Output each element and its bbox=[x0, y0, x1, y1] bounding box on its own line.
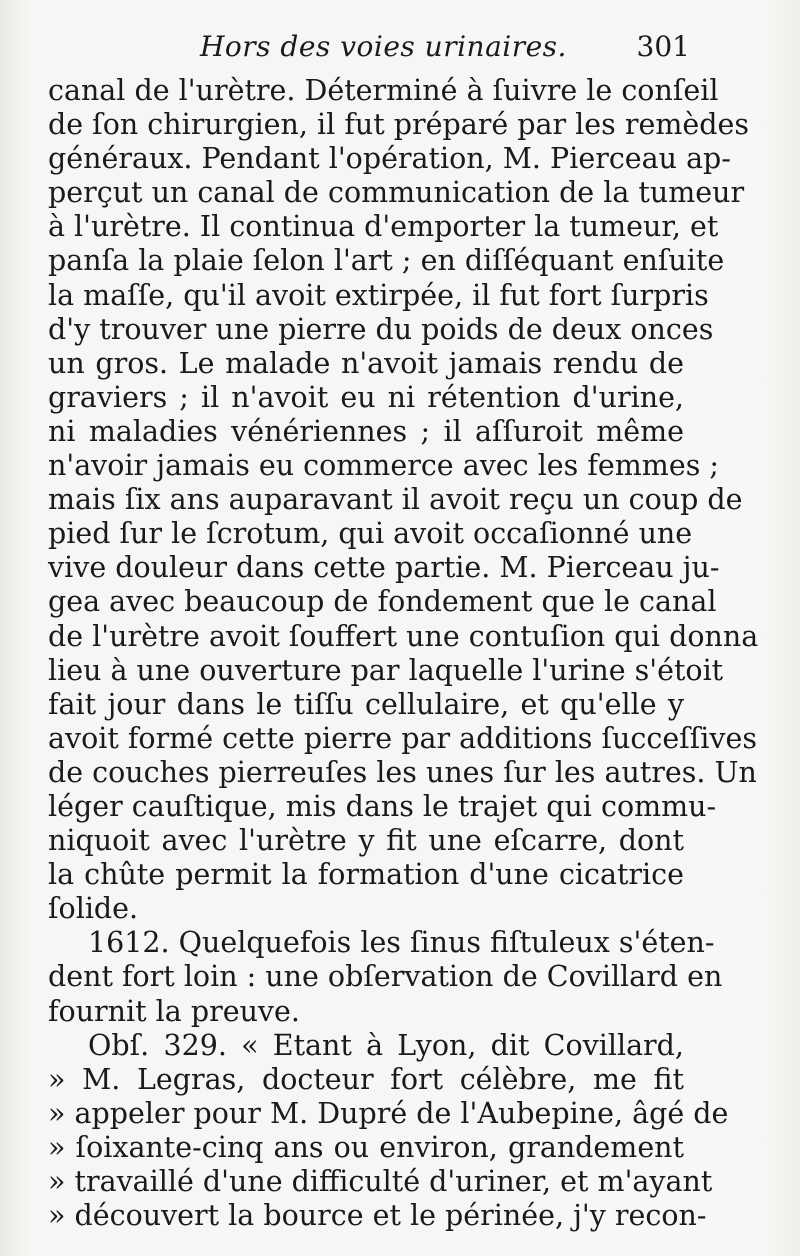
text-line: la maſſe, qu'il avoit extirpée, il fut fort ſurpris bbox=[48, 278, 709, 312]
text-line: ſolide. bbox=[48, 892, 139, 926]
text-line: généraux. Pendant l'opération, M. Pierceau ap- bbox=[48, 142, 731, 176]
text-line: mais ſix ans auparavant il avoit reçu un coup de bbox=[48, 483, 743, 517]
text-line: léger cauſtique, mis dans le trajet qui commu- bbox=[48, 789, 717, 823]
text-line: canal de l'urètre. Déterminé à ſuivre le conſeil bbox=[48, 74, 719, 107]
text-line: à l'urètre. Il continua d'emporter la tumeur, et bbox=[48, 210, 719, 244]
text-line: la chûte permit la formation d'une cicatrice bbox=[48, 858, 684, 892]
text-line: un gros. Le malade n'avoit jamais rendu de bbox=[48, 346, 684, 380]
text-line: dent fort loin : une obſervation de Covillard en bbox=[48, 960, 723, 994]
text-line: lieu à une ouverture par laquelle l'urine s'étoit bbox=[48, 653, 724, 687]
text-line: de ſon chirurgien, il fut préparé par les remèdes bbox=[48, 108, 749, 142]
text-line: niquoit avec l'urètre y fit une eſcarre, dont bbox=[48, 824, 684, 858]
text-line: n'avoir jamais eu commerce avec les femmes ; bbox=[48, 449, 719, 483]
text-line: pied ſur le ſcrotum, qui avoit occaſionné une bbox=[48, 517, 693, 551]
text-line: d'y trouver une pierre du poids de deux onces bbox=[48, 312, 714, 346]
text-line: » M. Legras, docteur fort célèbre, me fit bbox=[48, 1062, 684, 1096]
text-line: ni maladies vénériennes ; il aſſuroit même bbox=[48, 414, 684, 448]
body-text bbox=[48, 74, 759, 1233]
text-line: » travaillé d'une difficulté d'uriner, et m'ayant bbox=[48, 1165, 713, 1198]
text-line: gea avec beaucoup de fondement que le canal bbox=[48, 585, 717, 619]
text-line: de couches pierreuſes les unes ſur les autres. Un bbox=[48, 755, 757, 789]
running-head bbox=[60, 30, 690, 70]
text-line: graviers ; il n'avoit eu ni rétention d'urine, bbox=[48, 380, 684, 414]
text-line: » appeler pour M. Dupré de l'Aubepine, âgé de bbox=[48, 1096, 729, 1130]
text-line: panſa la plaie ſelon l'art ; en diſſéquant enſuite bbox=[48, 244, 725, 278]
text-line: fournit la preuve. bbox=[48, 994, 300, 1028]
text-line: » ſoixante-cinq ans ou environ, grandement bbox=[48, 1130, 684, 1164]
text-line: avoit formé cette pierre par additions ſucceſſives bbox=[48, 721, 757, 755]
running-title: Hors des voies urinaires. bbox=[200, 30, 567, 63]
text-line: Obſ. 329. « Etant à Lyon, dit Covillard, bbox=[88, 1028, 684, 1062]
text-line: 1612. Quelquefois les ſinus fiſtuleux s'éten- bbox=[88, 926, 715, 960]
text-line: de l'urètre avoit ſouffert une contuſion qui donna bbox=[48, 619, 759, 653]
page-number: 301 bbox=[636, 30, 690, 63]
text-line: vive douleur dans cette partie. M. Pierceau ju- bbox=[48, 551, 720, 585]
text-line: fait jour dans le tiſſu cellulaire, et qu'elle y bbox=[48, 687, 684, 721]
text-line: perçut un canal de communication de la tumeur bbox=[48, 176, 745, 210]
text-line: » découvert la bource et le périnée, j'y recon- bbox=[48, 1199, 707, 1233]
